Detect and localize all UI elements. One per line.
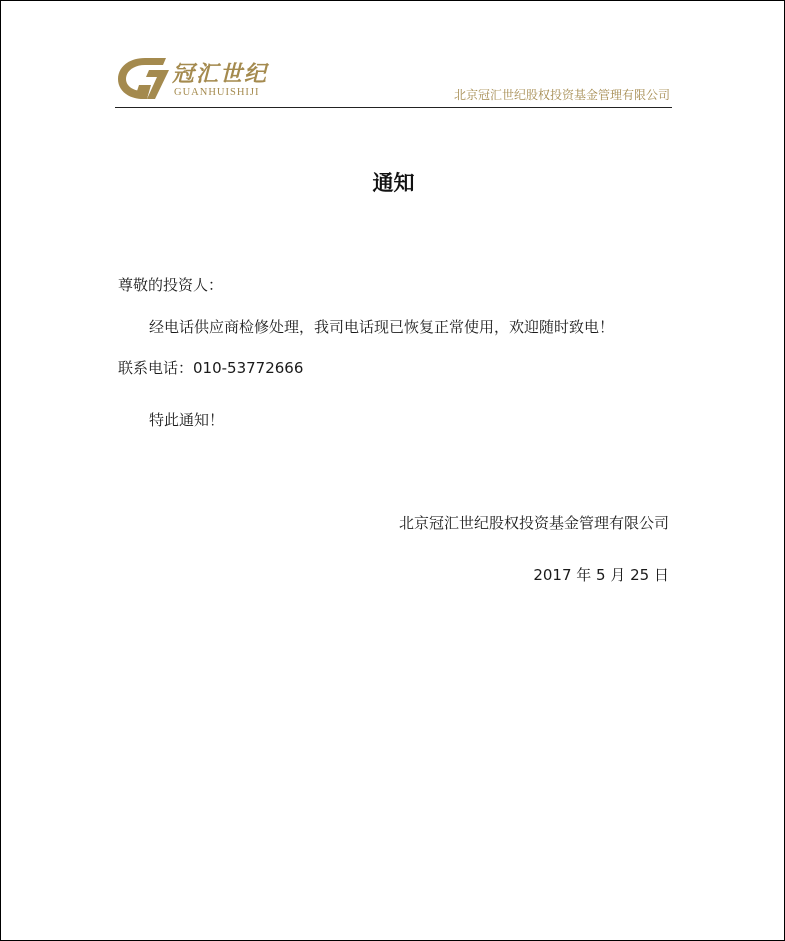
notice-body: 经电话供应商检修处理，我司电话现已恢复正常使用，欢迎随时致电！	[149, 318, 615, 336]
letterhead-company-name: 北京冠汇世纪股权投资基金管理有限公司	[453, 88, 670, 102]
signature-date: 2017 年 5 月 25 日	[533, 566, 669, 584]
logo-english-text: GUANHUISHIJI	[174, 87, 260, 98]
notice-greeting: 尊敬的投资人：	[118, 276, 224, 294]
notice-closing: 特此通知！	[149, 411, 225, 429]
logo-chinese-text: 冠汇世纪	[172, 61, 269, 87]
logo-g-mark-icon	[115, 55, 171, 101]
notice-title: 通知	[372, 170, 415, 195]
company-logo	[115, 55, 285, 101]
letterhead	[115, 55, 672, 108]
signature-company: 北京冠汇世纪股权投资基金管理有限公司	[398, 514, 669, 532]
notice-contact-phone: 联系电话：010-53772666	[118, 359, 304, 377]
